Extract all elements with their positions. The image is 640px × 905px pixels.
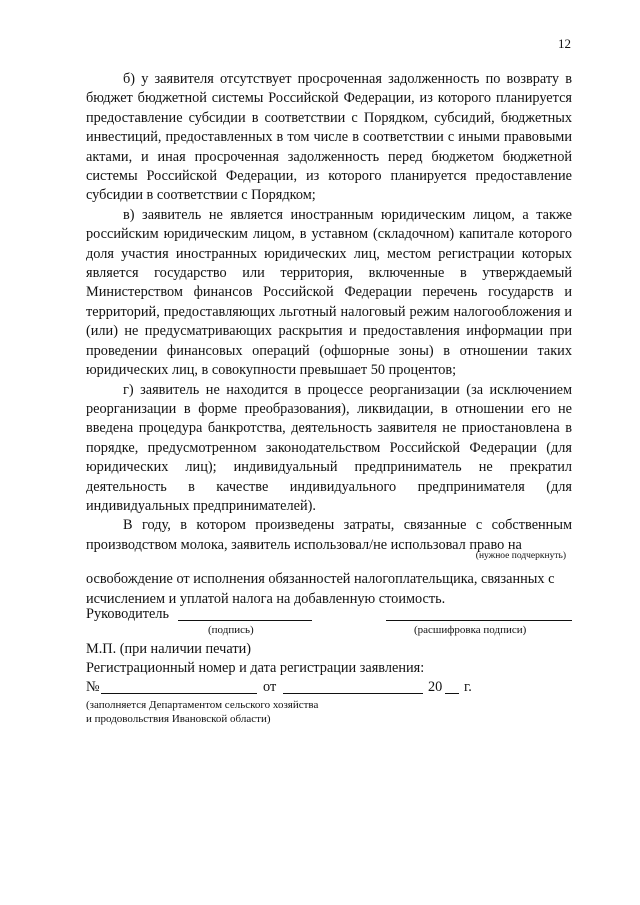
stamp-note: М.П. (при наличии печати) <box>86 641 251 657</box>
signature-caption: (подпись) <box>208 624 254 636</box>
paragraph-b: б) у заявителя отсутствует просроченная задолженность по возврату в бюджет бюджетной системы Российской Федерации, из которого планируется предоставление субсидии в соответствии с Порядком, субсидий, бюджетных инвестиций, предоставленных в том числе в соответствии с иными правовыми актами, и иная просроченная задолженность перед бюджетом бюджетной системы Российской Федерации, из которого планируется предоставление субсидии в соответствии с Порядком; <box>86 71 572 204</box>
registration-label: Регистрационный номер и дата регистрации заявления: <box>86 660 425 676</box>
page-number: 12 <box>558 36 571 51</box>
date-line <box>283 693 423 694</box>
decode-caption: (расшифровка подписи) <box>414 624 527 636</box>
paragraph-exemption: освобождение от исполнения обязанностей налогоплательщика, связанных с исчислением и уплатой налога на добавленную стоимость. <box>86 571 555 607</box>
fill-note <box>86 698 576 726</box>
year-line <box>445 693 459 694</box>
head-label: Руководитель <box>86 606 170 622</box>
number-sign: № <box>86 679 100 695</box>
hint-line <box>86 551 572 570</box>
underline-hint: (нужное подчеркнуть) <box>475 551 566 562</box>
paragraph-v: в) заявитель не является иностранным юридическим лицом, а также российским юридическим лицом, в уставном (складочном) капитале которого доля участия иностранных юридических лиц, местом регистрации которых является государство или территория, включенные в утверждаемый Министерством финансов Российской Федерации перечень государств и территорий, предоставляющих льготный налоговый режим налогообложения и (или) не предусматривающих раскрытия и предоставления информации при проведении финансовых операций (офшорные зоны) в отношении таких юридических лиц, в совокупности превышает 50 процентов; <box>86 206 572 379</box>
document-body <box>86 70 572 609</box>
head-row <box>86 606 576 625</box>
fill-note-line-2: и продовольствия Ивановской области) <box>86 713 271 725</box>
reg-number-row <box>86 679 576 698</box>
captions-row <box>86 625 576 641</box>
stamp-row <box>86 641 576 660</box>
number-line <box>101 693 257 694</box>
year-suffix: г. <box>464 679 472 695</box>
paragraph-year: В году, в котором произведены затраты, связанные с собственным производством молока, заявитель использовал/не использовал право на <box>86 517 572 553</box>
year-prefix: 20 <box>428 679 443 695</box>
paragraph-g: г) заявитель не находится в процессе реорганизации (за исключением реорганизации в форме преобразования), ликвидации, в отношении его не введена процедура банкротства, деятельность заявителя не приостановлена в порядке, предусмотренном законодательством Российской Федерации (для юридических лиц); индивидуальный предприниматель не прекратил деятельность в качестве индивидуального предпринимателя (для индивидуальных предпринимателей). <box>86 381 572 514</box>
signature-line <box>178 620 312 621</box>
decode-line <box>386 620 572 621</box>
fill-note-line-1: (заполняется Департаментом сельского хозяйства <box>86 699 319 711</box>
signature-block <box>86 606 576 726</box>
reg-label-row <box>86 660 576 679</box>
from-label: от <box>263 679 277 695</box>
